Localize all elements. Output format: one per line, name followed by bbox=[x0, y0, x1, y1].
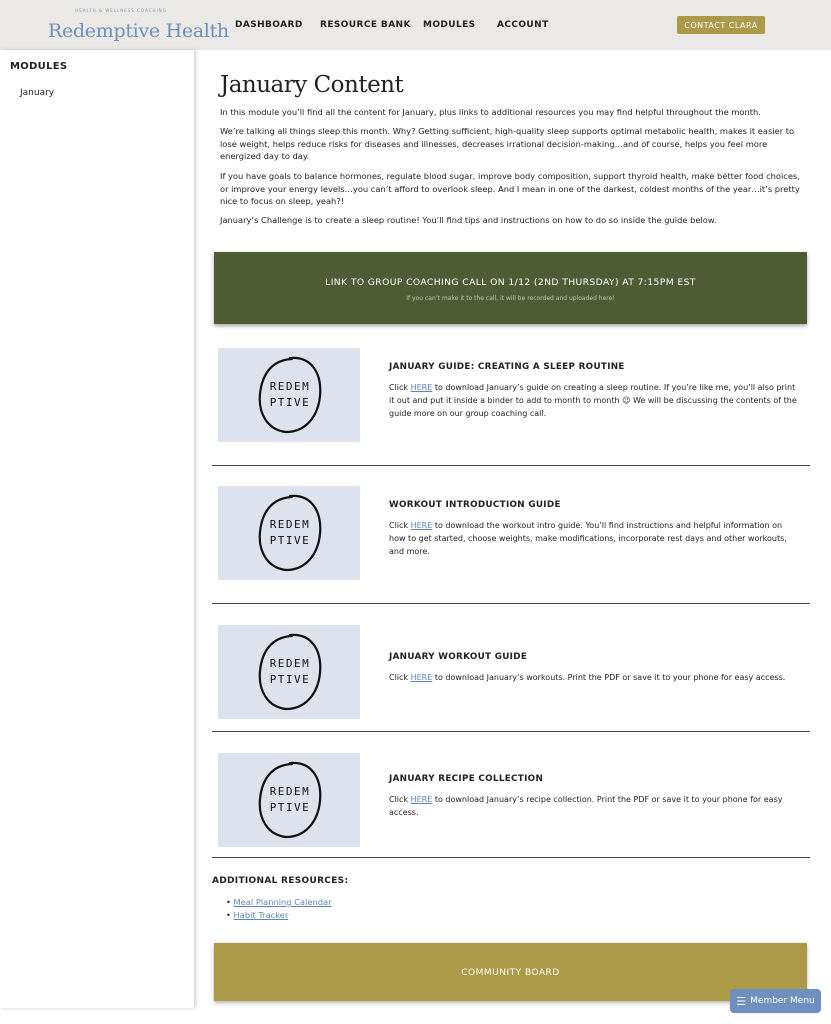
sidebar bbox=[0, 50, 194, 1008]
page-title: January Content bbox=[220, 72, 404, 98]
nav-account[interactable]: ACCOUNT bbox=[497, 20, 549, 30]
intro-paragraph: January’s Challenge is to create a sleep routine! You’ll find tips and instructions on how to do so inside the guide below. bbox=[220, 215, 717, 225]
thumb-line2: PTIVE bbox=[269, 673, 311, 686]
logo-text: Redemptive Health bbox=[48, 20, 229, 42]
banner-title: LINK TO GROUP COACHING CALL ON 1/12 (2ND THURSDAY) AT 7:15PM EST bbox=[325, 277, 696, 288]
card-description bbox=[389, 793, 799, 819]
list-item bbox=[226, 896, 332, 909]
card-thumbnail[interactable] bbox=[218, 753, 360, 847]
circle-logo-icon bbox=[252, 629, 328, 715]
nav-resource-bank[interactable]: RESOURCE BANK bbox=[320, 20, 411, 30]
card-description bbox=[389, 381, 799, 420]
community-board-label: COMMUNITY BOARD bbox=[461, 968, 560, 978]
nav-modules[interactable]: MODULES bbox=[423, 20, 476, 30]
card-thumbnail[interactable] bbox=[218, 486, 360, 580]
divider bbox=[212, 731, 810, 732]
card-text: Click bbox=[389, 795, 411, 804]
circle-logo-icon bbox=[252, 490, 328, 576]
member-menu-button[interactable] bbox=[730, 989, 821, 1013]
divider bbox=[212, 857, 810, 858]
intro-paragraph: If you have goals to balance hormones, regulate blood sugar, improve body composition, support thyroid health, make better food choices, or improve your energy levels…you can’t afford to overlook sleep. And I mean in one of the darkest, coldest months of the year…it’s pretty nice to focus on sleep, yeah?! bbox=[220, 171, 800, 207]
download-link[interactable]: HERE bbox=[410, 795, 433, 804]
card-thumbnail[interactable] bbox=[218, 348, 360, 442]
thumb-line1: REDEM bbox=[269, 785, 311, 798]
contact-button[interactable]: CONTACT CLARA bbox=[677, 16, 765, 34]
site-logo[interactable] bbox=[46, 8, 229, 46]
card-title: JANUARY RECIPE COLLECTION bbox=[389, 774, 544, 784]
list-item bbox=[226, 909, 332, 922]
thumb-line1: REDEM bbox=[269, 380, 311, 393]
download-link[interactable]: HERE bbox=[410, 383, 433, 392]
additional-resources-title: ADDITIONAL RESOURCES: bbox=[212, 876, 349, 886]
card-text: to download January’s recipe collection. Print the PDF or save it to your phone for easy access. bbox=[389, 795, 783, 817]
card-description bbox=[389, 671, 799, 684]
card-title: WORKOUT INTRODUCTION GUIDE bbox=[389, 500, 561, 510]
circle-logo-icon bbox=[252, 757, 328, 843]
card-title: JANUARY GUIDE: CREATING A SLEEP ROUTINE bbox=[389, 362, 625, 372]
card-text: to download January’s guide on creating a sleep routine. If you’re like me, you’ll also print it out and put it inside a binder to add to month to month 😉 We will be discussing the contents of the guide more on our group coaching call. bbox=[389, 383, 797, 418]
circle-logo-icon bbox=[252, 352, 328, 438]
resource-list bbox=[226, 896, 332, 921]
thumb-line2: PTIVE bbox=[269, 801, 311, 814]
hamburger-icon: ☰ bbox=[736, 994, 747, 1008]
card-text: to download January’s workouts. Print the PDF or save it to your phone for easy access. bbox=[432, 673, 786, 682]
member-menu-label: Member Menu bbox=[750, 996, 815, 1006]
card-text: to download the workout intro guide. You’ll find instructions and helpful information on how to get started, choose weights, make modifications, incorporate rest days and other workouts, and more. bbox=[389, 521, 787, 556]
download-link[interactable]: HERE bbox=[410, 521, 433, 530]
thumb-line1: REDEM bbox=[269, 657, 311, 670]
card-text: Click bbox=[389, 383, 411, 392]
thumb-line1: REDEM bbox=[269, 518, 311, 531]
card-text: Click bbox=[389, 673, 411, 682]
logo-tagline: HEALTH & WELLNESS COACHING bbox=[75, 8, 167, 13]
divider bbox=[212, 603, 810, 604]
sidebar-title: MODULES bbox=[10, 61, 68, 72]
site-header bbox=[0, 0, 831, 50]
thumb-line2: PTIVE bbox=[269, 534, 311, 547]
intro-paragraph: We’re talking all things sleep this month. Why? Getting sufficient, high-quality sleep supports optimal metabolic health, makes it easier to lose weight, helps reduce risks for diseases and illnesses, decreases irrational decision-making…and of course, helps you feel more energized day to day. bbox=[220, 126, 795, 162]
habit-tracker-link[interactable]: Habit Tracker bbox=[233, 909, 289, 920]
card-description bbox=[389, 519, 799, 558]
banner-subtitle: If you can’t make it to the call, it will be recorded and uploaded here! bbox=[406, 295, 615, 302]
card-text: Click bbox=[389, 521, 411, 530]
divider bbox=[212, 465, 810, 466]
thumb-line2: PTIVE bbox=[269, 396, 311, 409]
card-thumbnail[interactable] bbox=[218, 625, 360, 719]
download-link[interactable]: HERE bbox=[410, 673, 433, 682]
sidebar-item-january[interactable]: January bbox=[20, 88, 55, 98]
community-board-button[interactable] bbox=[214, 943, 807, 1001]
meal-planning-link[interactable]: Meal Planning Calendar bbox=[233, 897, 332, 907]
nav-dashboard[interactable]: DASHBOARD bbox=[235, 20, 303, 30]
intro-paragraph: In this module you’ll find all the content for January, plus links to additional resources you may find helpful throughout the month. bbox=[220, 107, 761, 117]
coaching-call-banner[interactable] bbox=[214, 252, 807, 324]
card-title: JANUARY WORKOUT GUIDE bbox=[389, 652, 528, 662]
